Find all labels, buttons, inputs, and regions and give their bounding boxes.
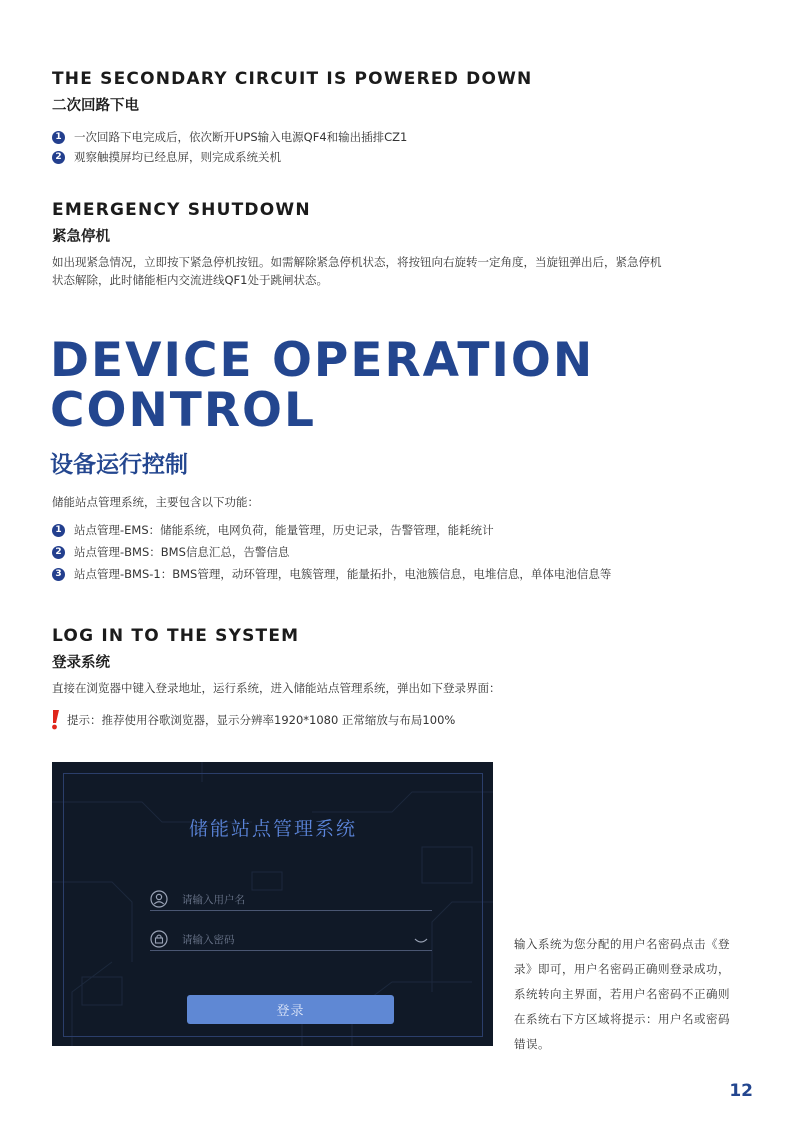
- list-item-text: 站点管理-EMS：储能系统，电网负荷，能量管理，历史记录，告警管理，能耗统计: [74, 523, 494, 537]
- paragraph-line: 如出现紧急情况，立即按下紧急停机按钮。如需解除紧急停机状态，将按钮向右旋转一定角度，当旋钮弹出后，紧急停机: [52, 255, 662, 269]
- username-field[interactable]: [150, 888, 432, 911]
- side-note-line: 错误。: [514, 1037, 550, 1051]
- paragraph: [52, 253, 752, 289]
- side-note-line: 录》即可，用户名密码正确则登录成功，: [514, 962, 730, 976]
- side-note: [514, 932, 764, 1057]
- password-field[interactable]: [150, 928, 432, 951]
- chapter-title: [50, 333, 595, 438]
- list-item: [52, 519, 611, 541]
- login-screenshot: [52, 762, 493, 1046]
- page-number: 12: [729, 1081, 753, 1101]
- tip: [50, 710, 455, 730]
- chapter-title-zh: 设备运行控制: [50, 452, 188, 478]
- section-title-zh: 二次回路下电: [52, 98, 139, 114]
- number-badge: 2: [52, 151, 65, 164]
- exclamation-icon: [50, 710, 60, 730]
- numbered-list: [52, 127, 407, 167]
- side-note-line: 系统转向主界面，若用户名密码不正确则: [514, 987, 730, 1001]
- number-badge: 1: [52, 131, 65, 144]
- list-item-text: 一次回路下电完成后，依次断开UPS输入电源QF4和输出插排CZ1: [74, 130, 408, 144]
- number-badge: 1: [52, 524, 65, 537]
- list-item: [52, 563, 611, 585]
- number-badge: 2: [52, 546, 65, 559]
- password-placeholder: 请输入密码: [182, 933, 235, 946]
- section-title-en: THE SECONDARY CIRCUIT IS POWERED DOWN: [52, 69, 533, 89]
- paragraph-line: 状态解除，此时储能柜内交流进线QF1处于跳闸状态。: [52, 273, 328, 287]
- login-frame: [63, 773, 483, 1037]
- section-title-en: EMERGENCY SHUTDOWN: [52, 200, 311, 220]
- chapter-title-line: CONTROL: [50, 383, 316, 438]
- login-title: 储能站点管理系统: [188, 818, 357, 840]
- list-item: [52, 127, 407, 147]
- eye-toggle-icon[interactable]: [414, 938, 428, 946]
- list-item-text: 站点管理-BMS-1：BMS管理，动环管理，电簇管理，能量拓扑，电池簇信息，电堆信息，单体电池信息等: [74, 567, 612, 581]
- list-item: [52, 147, 407, 167]
- side-note-line: 在系统右下方区域将提示：用户名或密码: [514, 1012, 730, 1026]
- tip-text: 提示：推荐使用谷歌浏览器，显示分辨率1920*1080 正常缩放与布局100%: [67, 713, 456, 727]
- section-title-zh: 登录系统: [52, 655, 110, 671]
- side-note-line: 输入系统为您分配的用户名密码点击《登: [514, 937, 730, 951]
- list-item: [52, 541, 611, 563]
- section-title-zh: 紧急停机: [52, 229, 110, 245]
- login-button[interactable]: 登录: [187, 995, 394, 1024]
- user-icon: [150, 890, 168, 908]
- numbered-list: [52, 519, 611, 585]
- chapter-title-line: DEVICE OPERATION: [50, 333, 595, 388]
- lock-icon: [150, 930, 168, 948]
- list-item-text: 观察触摸屏均已经息屏，则完成系统关机: [74, 150, 281, 164]
- section-intro: 直接在浏览器中键入登录地址，运行系统，进入储能站点管理系统，弹出如下登录界面：: [52, 681, 501, 695]
- number-badge: 3: [52, 568, 65, 581]
- chapter-intro: 储能站点管理系统，主要包含以下功能：: [52, 495, 259, 509]
- username-placeholder: 请输入用户名: [182, 893, 245, 906]
- list-item-text: 站点管理-BMS：BMS信息汇总，告警信息: [74, 545, 290, 559]
- section-title-en: LOG IN TO THE SYSTEM: [52, 626, 300, 646]
